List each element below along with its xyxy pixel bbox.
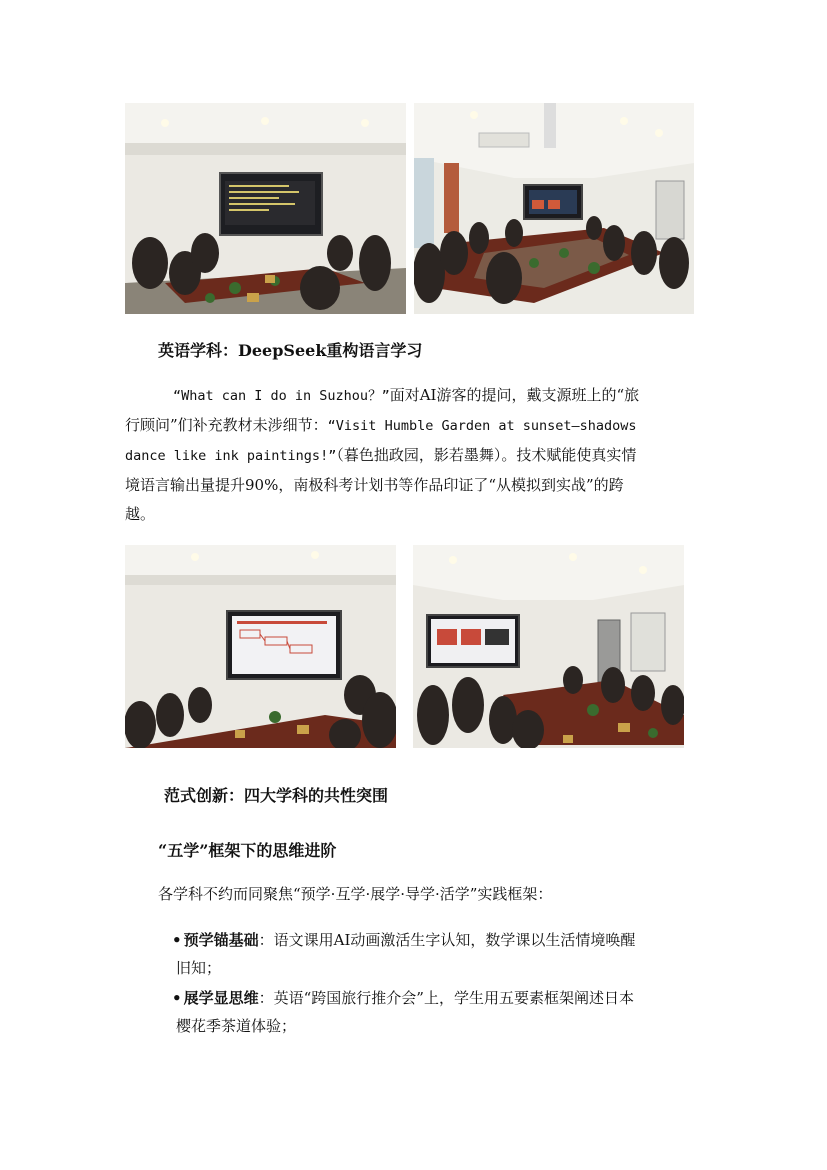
paragraph-line: “What can I do in Suzhou？”面对AI游客的提问，戴支源班上的“旅 (173, 386, 640, 404)
section-heading-english: 英语学科：DeepSeek重构语言学习 (158, 341, 423, 360)
list-item-label: 展学显思维 (183, 989, 259, 1007)
meeting-photo-2 (414, 103, 694, 314)
paragraph-line: 行顾问”们补充教材未涉细节：“Visit Humble Garden at sunset—shadows (125, 416, 637, 434)
meeting-photo-3 (125, 545, 396, 748)
bullet-icon: • (172, 931, 182, 949)
meeting-photo-1 (125, 103, 406, 314)
paragraph-line: dance like ink paintings!”（暮色拙政园，影若墨舞）。技术赋能使真实情 (125, 446, 637, 464)
list-item (172, 926, 712, 982)
bullet-icon: • (172, 989, 182, 1007)
subheading-five-learning: “五学”框架下的思维进阶 (158, 841, 337, 860)
list-item-line: 旧知； (176, 959, 222, 977)
list-item-line: 樱花季茶道体验； (176, 1017, 297, 1035)
paragraph-english (125, 381, 705, 529)
list-item-line: • 展学显思维：英语“跨国旅行推介会”上，学生用五要素框架阐述日本 (172, 989, 634, 1007)
paragraph-line: 境语言输出量提升90%，南极科考计划书等作品印证了“从模拟到实战”的跨 (125, 476, 624, 494)
list-item (172, 984, 712, 1040)
section-heading-paradigm: 范式创新：四大学科的共性突围 (164, 786, 389, 805)
list-item-line: • 预学锚基础：语文课用AI动画激活生字认知，数学课以生活情境唤醒 (172, 931, 636, 949)
list-item-label: 预学锚基础 (183, 931, 259, 949)
meeting-photo-4 (413, 545, 684, 748)
paragraph-line: 越。 (125, 505, 156, 523)
intro-text: 各学科不约而同聚焦“预学·互学·展学·导学·活学”实践框架： (158, 885, 553, 903)
